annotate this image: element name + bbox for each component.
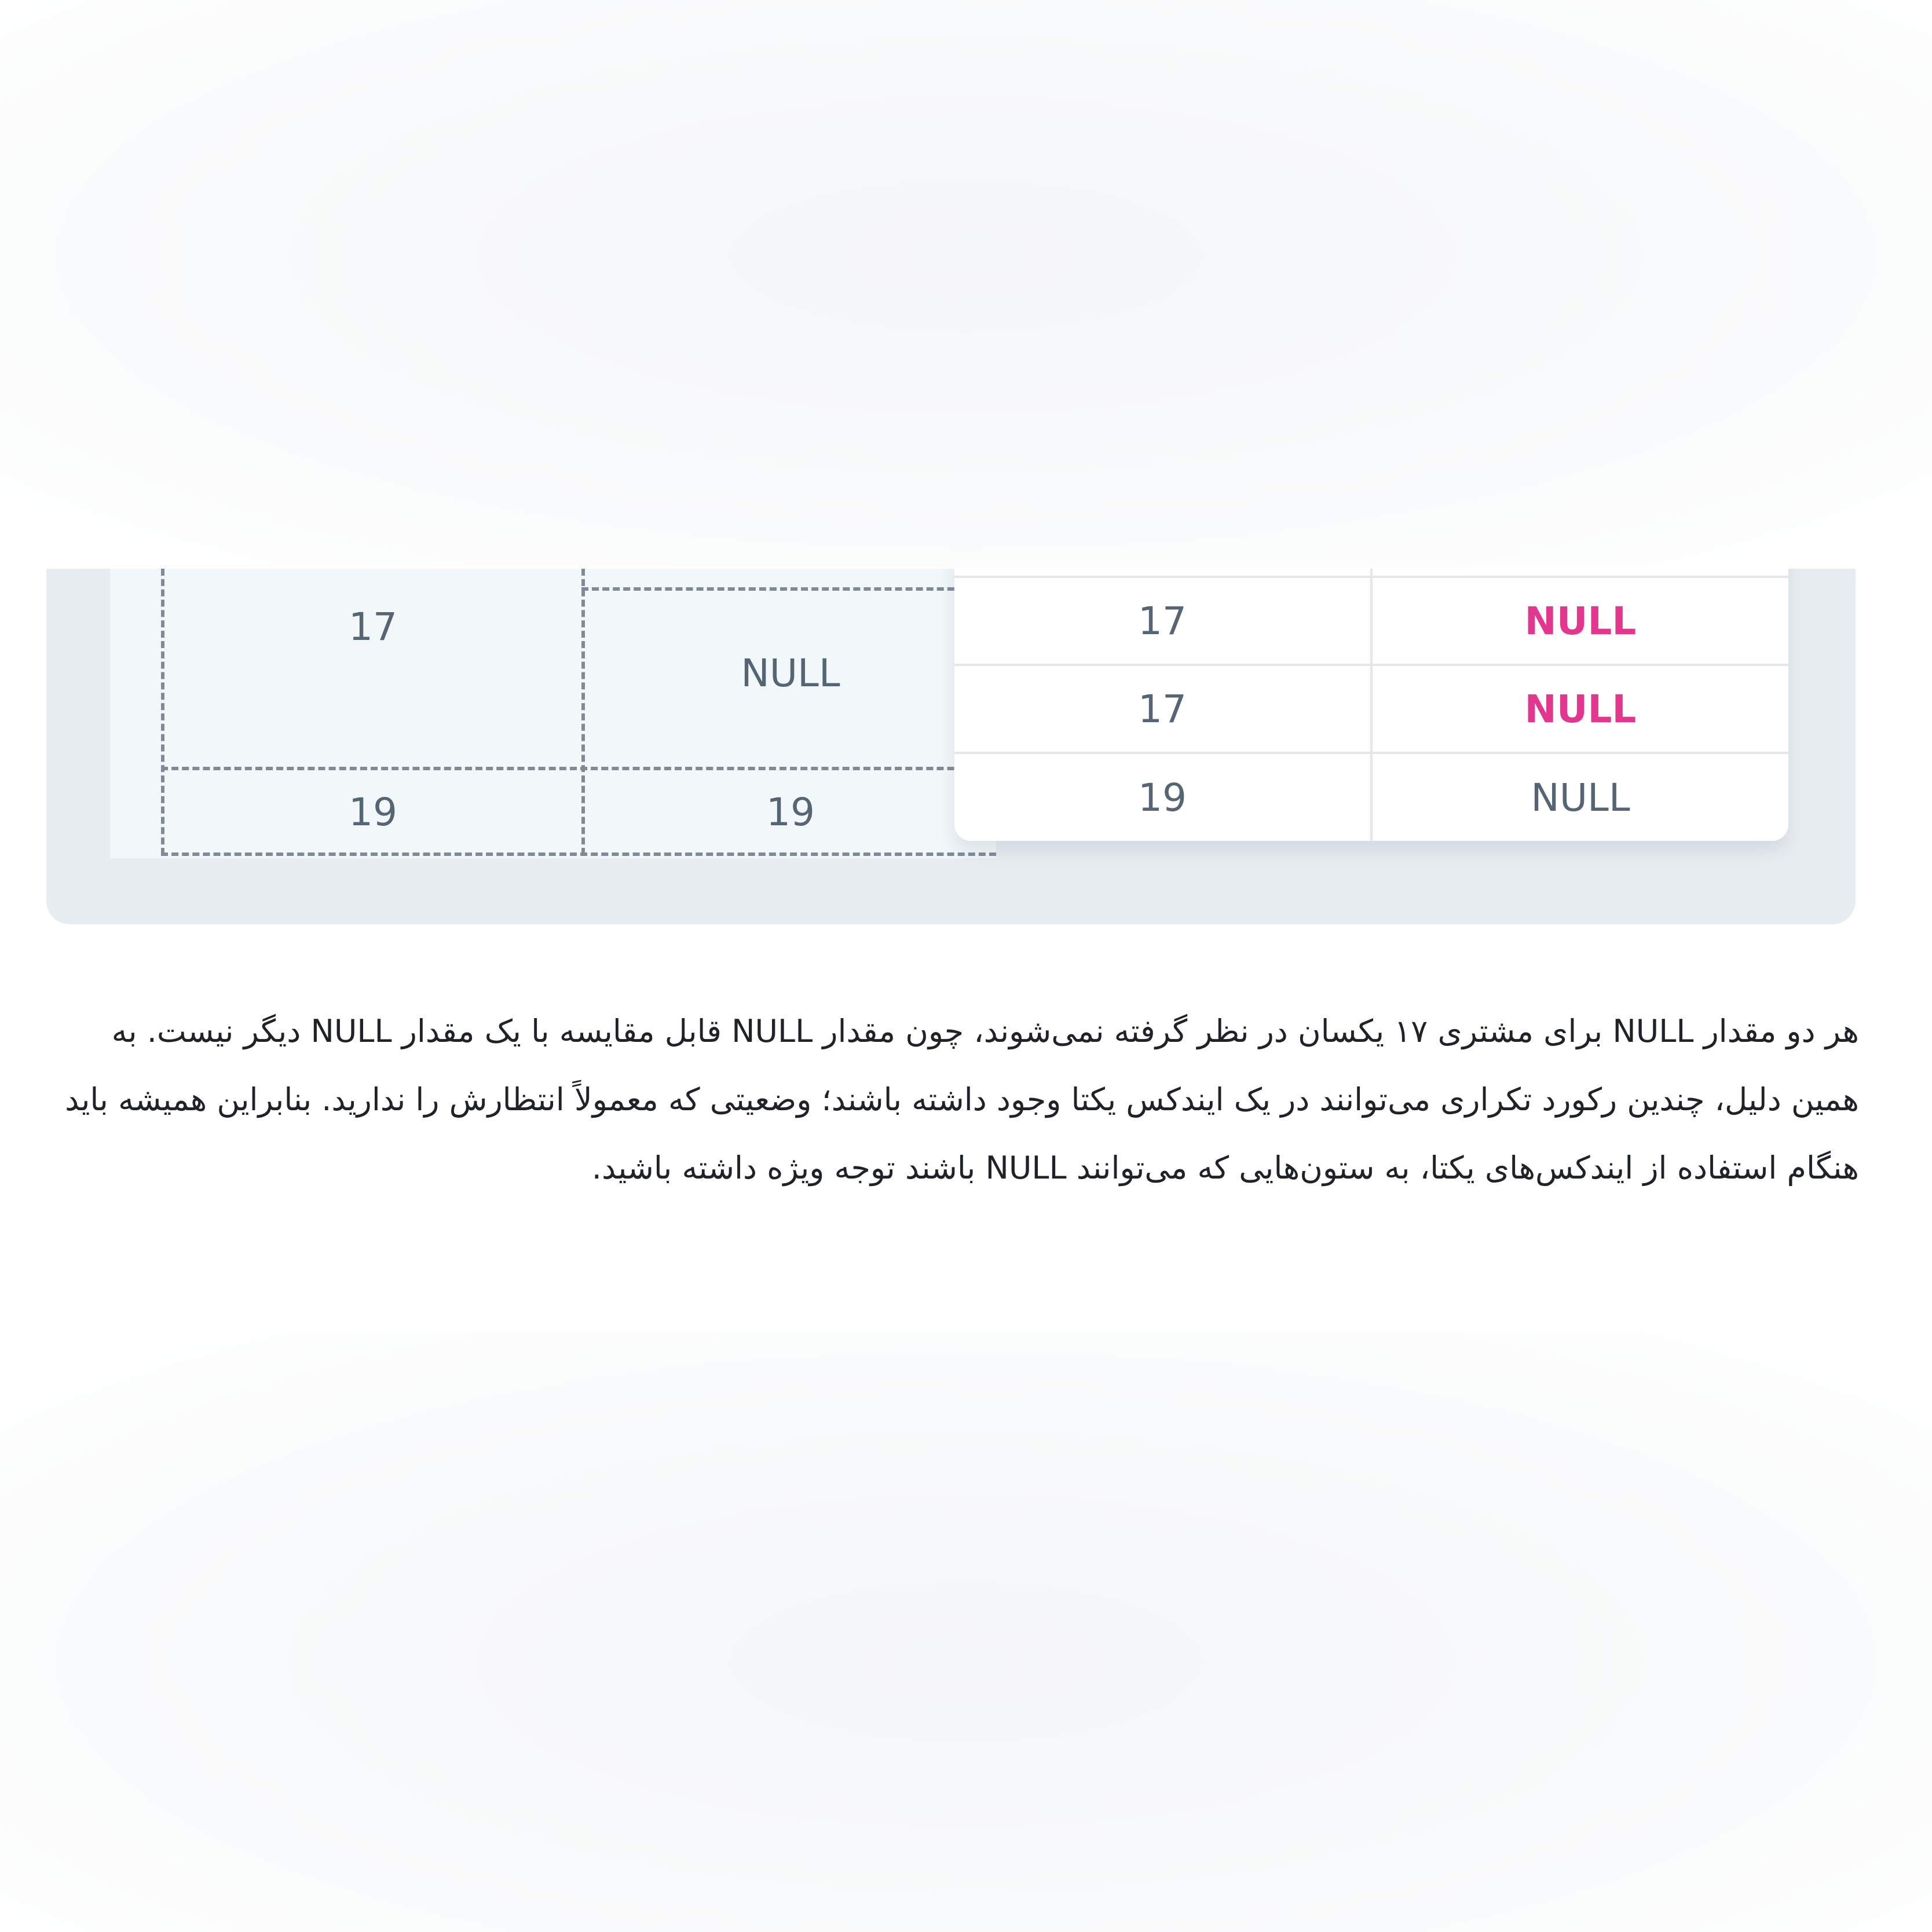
result-cell-null: NULL [1531,775,1630,820]
dashed-cell-customer-19: 19 [349,789,397,835]
dashed-cell-customer-17: 17 [349,604,397,649]
dashed-border-bottom [161,852,996,856]
explanation-paragraph: هر دو مقدار NULL برای مشتری ۱۷ یکسان در نظر گرفته نمی‌شوند، چون مقدار NULL قابل مقایسه با یک مقدار NULL دیگر نیست. به همین دلیل، چندین رکورد تکراری می‌توانند در یک ایندکس یکتا وجود داشته باشند؛ وضعیتی که معمولاً انتظارش را ندارید. بنابراین همیشه باید هنگام استفاده از ایندکس‌های یکتا، به ستون‌هایی که می‌توانند NULL باشند توجه ویژه داشته باشید. [65,1013,1859,1186]
result-table [954,569,1788,841]
dashed-cell-value-19: 19 [766,789,815,835]
background-bottom [0,1332,1932,1932]
dashed-border-top-right [581,587,996,591]
dashed-cell-null: NULL [741,650,840,696]
dashed-border-row-divider [161,767,996,770]
result-cell-null-highlighted: NULL [1524,686,1637,731]
result-cell-customer: 17 [1138,598,1187,643]
dashed-index-table [110,569,996,858]
background-top [0,0,1932,568]
result-cell-customer: 17 [1138,686,1187,731]
illustration-panel [46,569,1856,924]
result-cell-customer: 19 [1138,775,1187,820]
result-cell-null-highlighted: NULL [1524,598,1637,643]
